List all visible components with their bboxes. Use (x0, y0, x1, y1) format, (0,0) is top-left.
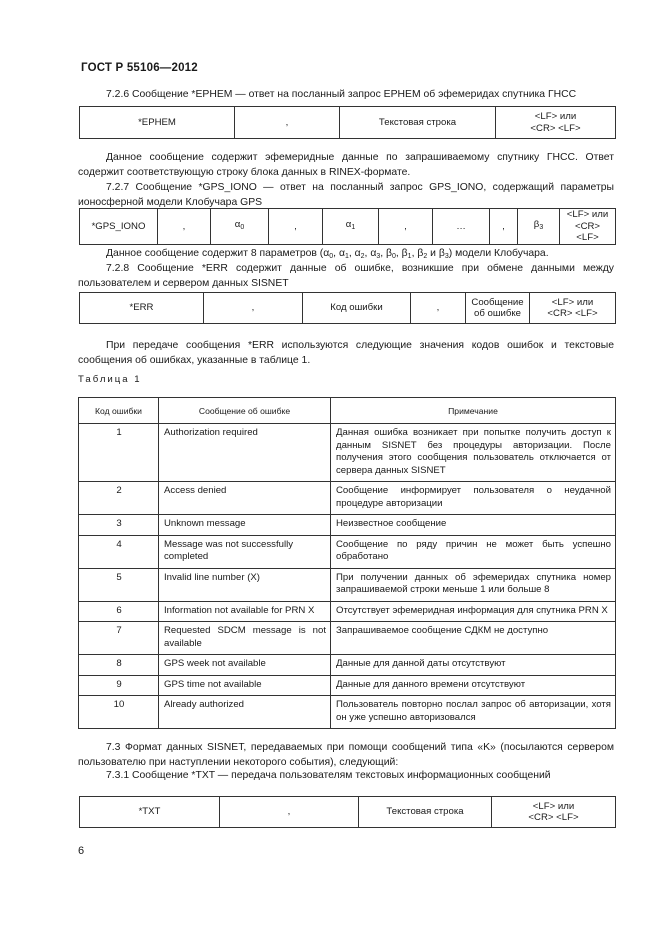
table-caption: Таблица 1 (78, 374, 142, 385)
error-note: Данная ошибка возникает при попытке получить доступ к данным SISNET без процедуры авторизации. После получения этого сообщения пользователь отключается от сервера данных SISNET (331, 424, 616, 482)
err-format-table (79, 292, 616, 324)
error-note: Сообщение информирует пользователя о неудачной процедуре авторизации (331, 482, 616, 515)
page-number: 6 (78, 845, 85, 857)
error-code: 3 (79, 515, 159, 536)
format-cell: , (490, 209, 518, 245)
format-cell: , (204, 293, 303, 324)
format-cell: *GPS_IONO (80, 209, 158, 245)
format-cell-beta3: $\beta_3$ (518, 209, 560, 245)
format-cell: *ERR (80, 293, 204, 324)
section-7-2-8-heading: 7.2.8 Сообщение *ERR содержит данные об ошибке, возникшие при обмене данными между пользователем и сервером данных SISNET (78, 263, 614, 289)
error-note: Данные для данной даты отсутствуют (331, 655, 616, 676)
error-message: Unknown message (159, 515, 331, 536)
error-code: 2 (79, 482, 159, 515)
error-note: При получении данных об эфемеридах спутника номер запрашиваемой строки меньше 1 или больше 8 (331, 568, 616, 601)
error-note: Неизвестное сообщение (331, 515, 616, 536)
column-header: Код ошибки (79, 398, 159, 424)
error-code: 4 (79, 535, 159, 568)
error-message: Message was not successfully completed (159, 535, 331, 568)
format-cell-terminator: <LF> или <CR> <LF> (496, 107, 616, 139)
error-message: GPS week not available (159, 655, 331, 676)
error-message: Authorization required (159, 424, 331, 482)
document-header: ГОСТ Р 55106—2012 (81, 62, 198, 74)
section-7-2-6-description: Данное сообщение содержит эфемеридные данные по запрашиваемому спутнику ГНСС. Ответ содержит соответствующую строку блока данных в RINEX-формате. (78, 152, 614, 178)
format-cell: … (433, 209, 490, 245)
format-cell-terminator: <LF> или <CR> <LF> (530, 293, 616, 324)
format-cell-alpha1: $\alpha_1$ (323, 209, 379, 245)
table-row (79, 696, 616, 729)
error-message: Invalid line number (X) (159, 568, 331, 601)
ephem-format-table (79, 106, 616, 139)
error-code: 10 (79, 696, 159, 729)
section-7-3-1-heading: 7.3.1 Сообщение *TXT — передача пользователям текстовых информационных сообщений (106, 770, 551, 781)
table-row (79, 515, 616, 536)
format-cell: , (220, 797, 359, 828)
format-cell-message: Сообщение об ошибке (466, 293, 530, 324)
section-7-2-6-heading: 7.2.6 Сообщение *EPHEM — ответ на посланный запрос EPHEM об эфемеридах спутника ГНСС (106, 89, 577, 100)
table-row (79, 675, 616, 696)
section-7-2-8-description: При передаче сообщения *ERR используются следующие значения кодов ошибок и текстовые сообщения об ошибках, указанные в таблице 1. (78, 340, 614, 366)
format-cell: Текстовая строка (340, 107, 496, 139)
format-cell: , (269, 209, 323, 245)
column-header: Сообщение об ошибке (159, 398, 331, 424)
txt-format-table (79, 796, 616, 828)
table-row (79, 535, 616, 568)
format-cell: , (411, 293, 466, 324)
format-cell: *EPHEM (80, 107, 235, 139)
column-header: Примечание (331, 398, 616, 424)
error-code: 8 (79, 655, 159, 676)
table-row (79, 601, 616, 622)
format-cell-terminator: <LF> или <CR> <LF> (492, 797, 616, 828)
error-code: 6 (79, 601, 159, 622)
table-row (79, 568, 616, 601)
section-7-2-7-heading: 7.2.7 Сообщение *GPS_IONO — ответ на посланный запрос GPS_IONO, содержащий параметры ионосферной модели Клобучара GPS (78, 182, 614, 208)
error-codes-table (78, 397, 616, 729)
format-cell: , (158, 209, 211, 245)
error-message: Already authorized (159, 696, 331, 729)
format-cell: Текстовая строка (359, 797, 492, 828)
error-code: 7 (79, 622, 159, 655)
error-code: 5 (79, 568, 159, 601)
format-cell: Код ошибки (303, 293, 411, 324)
error-note: Данные для данного времени отсутствуют (331, 675, 616, 696)
format-cell: *TXT (80, 797, 220, 828)
error-note: Запрашиваемое сообщение СДКМ не доступно (331, 622, 616, 655)
error-message: Information not available for PRN X (159, 601, 331, 622)
table-row (79, 622, 616, 655)
error-code: 1 (79, 424, 159, 482)
gps-iono-format-table (79, 208, 616, 245)
error-note: Отсутствует эфемеридная информация для спутника PRN X (331, 601, 616, 622)
section-7-2-7-description: Данное сообщение содержит 8 параметров ($\alpha_0$, $\alpha_1$, $\alpha_2$, $\alpha_3$, $\beta_0$, $\beta_1$, $\beta_2$ и $\beta_3$) модели Клобучара. (106, 248, 549, 260)
table-row (79, 655, 616, 676)
error-message: Access denied (159, 482, 331, 515)
error-note: Пользователь повторно послал запрос об авторизации, хотя он уже успешно авторизовался (331, 696, 616, 729)
table-row (79, 424, 616, 482)
error-message: GPS time not available (159, 675, 331, 696)
format-cell-alpha0: $\alpha_0$ (211, 209, 269, 245)
format-cell: , (235, 107, 340, 139)
format-cell: , (379, 209, 433, 245)
error-note: Сообщение по ряду причин не может быть успешно обработано (331, 535, 616, 568)
table-row (79, 482, 616, 515)
format-cell-terminator: <LF> или <CR> <LF> (560, 209, 616, 245)
section-7-3-text: 7.3 Формат данных SISNET, передаваемых при помощи сообщений типа «K» (посылаются сервером пользователю при наступлении некоторого события), следующий: (78, 742, 614, 768)
error-message: Requested SDCM message is not available (159, 622, 331, 655)
error-code: 9 (79, 675, 159, 696)
